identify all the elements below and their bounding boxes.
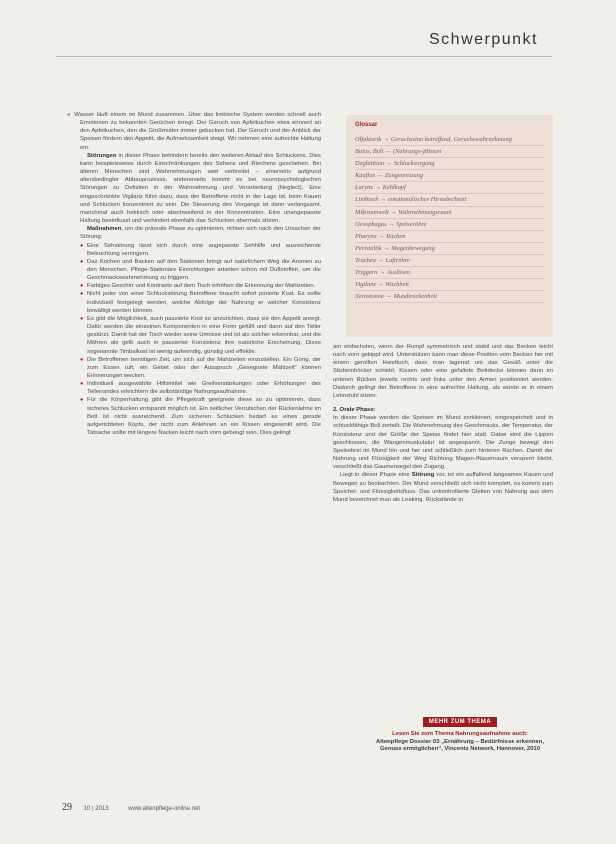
bullet-item: ● Für die Körperhaltung gibt die Pflegekraft geeignete diese so zu optimieren, dass sicheres Schlucken entspannt möglich ist. Ein seitlicher Verrutschen der Rückenlehne im Bett ist nicht ausreichend. Zum sicheren Schlucken bedarf es eines gerade aufgerichteten Kopfs, der nicht zum Anlehnen an ein Kissen eingesenkt wird. Die Tatsache sollte mit längere Nacken leicht nach vorn gebeugt sein. Dies gelingt: [80, 396, 321, 437]
oral-phase-paragraph: In dieser Phase werden die Speisen im Mund zerkleinert, eingespeichelt und in schluckfähige Boli zerteilt. Die Wahrnehmung des Geschmacks, der Temperatur, der Konsistenz und der Größe der Speise findet hier statt. Dabei sind die Lippen geschlossen, die Wangenmuskulatur ist angespannt. Die Zunge bewegt den Speisebrei im Mund hin und her und schließlich zum hinteren Rachen. Damit der Nahrung und Flüssigkeit der Weg Richtung Magen-/Nasenraum versperrt bleibt, verschließt das Gaumensegel den Zugang.: [333, 415, 553, 471]
glossary-list: [355, 134, 544, 303]
glossary-item: Kauflux → Zungenreizung: [355, 170, 544, 182]
glossary-item: Xerostomie → Mundtrockenheit: [355, 291, 544, 303]
more-on-topic-lead: Lesen Sie zum Thema Nahrungsaufnahme auch:: [392, 731, 528, 737]
page-footer: [62, 802, 200, 813]
glossary-item: Bolus, Boli → (Nahrungs-)Bissen: [355, 146, 544, 158]
right-text-column: [333, 343, 553, 504]
bullet-item: ● Nicht jeder von einer Schluckstörung Betroffene braucht sofort pürierte Kost. Es sollte individuell festgelegt werden, welche Abfolge der Nahrung er welcher Konsistenz bewältigt werden können.: [80, 290, 321, 314]
glossary-item: Trachea → Luftröhre: [355, 255, 544, 267]
website-url: www.altenpflege-online.net: [128, 806, 200, 812]
bullet-item: ● Eine Sehstörung lässt sich durch eine angepasste Sehhilfe und ausreichende Beleuchtung verringern.: [80, 242, 321, 258]
bullet-item: ● Farbiges Geschirr und Kontraste auf dem Tisch erhöhen die Erkennung der Mahlzeiten.: [80, 282, 321, 290]
section-heading: 2. Orale Phase:: [333, 407, 376, 414]
issue-label: 10 | 2013: [83, 806, 109, 812]
glossary-item: Limbisch → emotionalischer Hirnabschnitt: [355, 194, 544, 206]
bullet-item: ● Es gibt die Möglichkeit, auch passierte Kost so anzurichten, dass sie den Appetit anregt. Dafür werden die einzelnen Komponenten in eine Form gefüllt und dann auf den Teller gestürzt. Damit hat der Tisch wieder seine Umrisse und ist als solcher erkennbar, und die Möhren als gelb auch in passierter Konsistenz ihre natürliche Erscheinung. Diese sogenannte Timbalkost ist wenig aufwendig, günstig und effektiv.: [80, 315, 321, 356]
stoerungen-paragraph: Störungen in dieser Phase behindern bereits den weiteren Ablauf des Schluckens. Dies kann beispielsweise durch Einschränkungen des Sehens und Riechens geschehen. Bei älteren Menschen sind Wahrnehmungen weit verbreitet – einerseits aufgrund altersbedingter Abbauprozesse, andererseits kommt es bei neuropsychologischen Störungen zu Defiziten in der Wahrnehmung und Verarbeitung (Neglect). Eine eingeschränkte Vigilanz führt dazu, dass der Betroffene nicht in der Lage ist, beim Kauen und Schlucken konzentriert zu sein. Die Steuerung des Vorgangs ist dann verlangsamt, manchmal auch hektisch oder abschweifend in der Konzentration. Eine unangepasste Haltung beeinflusst und verhindert ebenfalls das Schlucken abermals stören.: [80, 152, 321, 225]
glossary-item: Larynx → Kehlkopf: [355, 182, 544, 194]
intro-paragraph: » Wasser läuft einem im Mund zusammen. Über das limbische System werden schnell auch Emotionen zu bekannten Gerüchen erregt. Der Geruch von Apfelkuchen etwa erinnert an den Apfelkuchen, den die Großmutter immer gebacken hat. Der Geruch und der Anblick der Speisen fördern den Appetit, die Aufmerksamkeit steigt. Wir nehmen eine aufrechte Haltung ein.: [67, 112, 321, 151]
bullet-item: ● Individuell ausgewählte Hilfsmittel wie Greifverstärkungen oder Erhöhungen des Tellerrandes erleichtern die selbständige Nahrungsaufnahme.: [80, 380, 321, 396]
left-text-column: [67, 111, 321, 437]
bullet-item: ● Das Kochen und Backen auf den Stationen bringt auf natürlichem Weg die Aromen zu den Menschen. Pflege-Stationäre Einrichtungen arbeiten schon mit Duftstoffen, um die Geschmackswahrnehmung zu triggern.: [80, 258, 321, 282]
more-on-topic-box: [372, 710, 548, 754]
glossary-item: Olfaktorik → Geruchssinn betreffend, Geruchswahrnehmung: [355, 134, 544, 146]
oral-stoerung-paragraph: Liegt in dieser Phase eine Störung vor, ist ein auffallend langsames Kauen und Bewegen zu beobachten. Der Mund verschließt sich nicht komplett, es kommt zum Speichel- und Flüssigkeitsfluss. Das unkontrollierte Gleiten von Nahrung aus dem Mund bezeichnet man als Leaking. Rückstände in: [333, 472, 553, 503]
glossary-item: Mikroumwelt → Wahrnehmungsraum: [355, 207, 544, 219]
massnahmen-paragraph: Maßnahmen, um die präorale Phase zu optimieren, richten sich nach den Ursachen der Störung:: [80, 226, 321, 241]
glossary-box: [346, 115, 553, 337]
continuation-arrow-icon: »: [67, 112, 71, 118]
glossary-item: Triggern → Auslösen: [355, 267, 544, 279]
glossary-item: Peristaltik → Magenbewegung: [355, 243, 544, 255]
page-number: 29: [62, 802, 72, 813]
continuation-paragraph: am einfachsten, wenn der Rumpf symmetrisch und stabil und das Becken leicht nach vorn gekippt wird. Unterstützen kann man diese Position vom Becken her mit einem gerollten Handtuch, dass man lagernd um das Gesäß unter die Sitzbeinhöcker schiebt. Kissen oder eine gefaltete Bettdecke können dann im unteren Rücken jeweils rechts und links unter den Armen positioniert werden. Dadurch gelingt der Betroffene in eine aufrechte Haltung, als würde er in einem Lehnstuhl sitzen.: [333, 344, 553, 399]
bullet-item: ● Die Betroffenen benötigen Zeit, um sich auf die Mahlzeiten einzustellen. Ein Gong, der zum Essen ruft, ein Gebet oder der Ausspruch „Gesegnete Mahlzeit“ können Erinnerungen wecken.: [80, 356, 321, 380]
glossary-item: Vigilanz → Wachheit: [355, 279, 544, 291]
glossary-item: Oesophagus → Speiseröhre: [355, 219, 544, 231]
header-divider: [56, 56, 552, 57]
page-section-title: Schwerpunkt: [429, 31, 538, 48]
glossary-item: Pharynx → Rachen: [355, 231, 544, 243]
glossary-title: Glossar: [355, 122, 378, 128]
more-on-topic-label: MEHR ZUM THEMA: [423, 717, 497, 727]
glossary-item: Deglutition → Schluckvorgang: [355, 158, 544, 170]
more-on-topic-reference: Altenpflege Dossier 03 „Ernährung – Bedürfnisse erkennen, Genuss ermöglichen“, Vincentz Network, Hannover, 2010: [376, 738, 544, 753]
